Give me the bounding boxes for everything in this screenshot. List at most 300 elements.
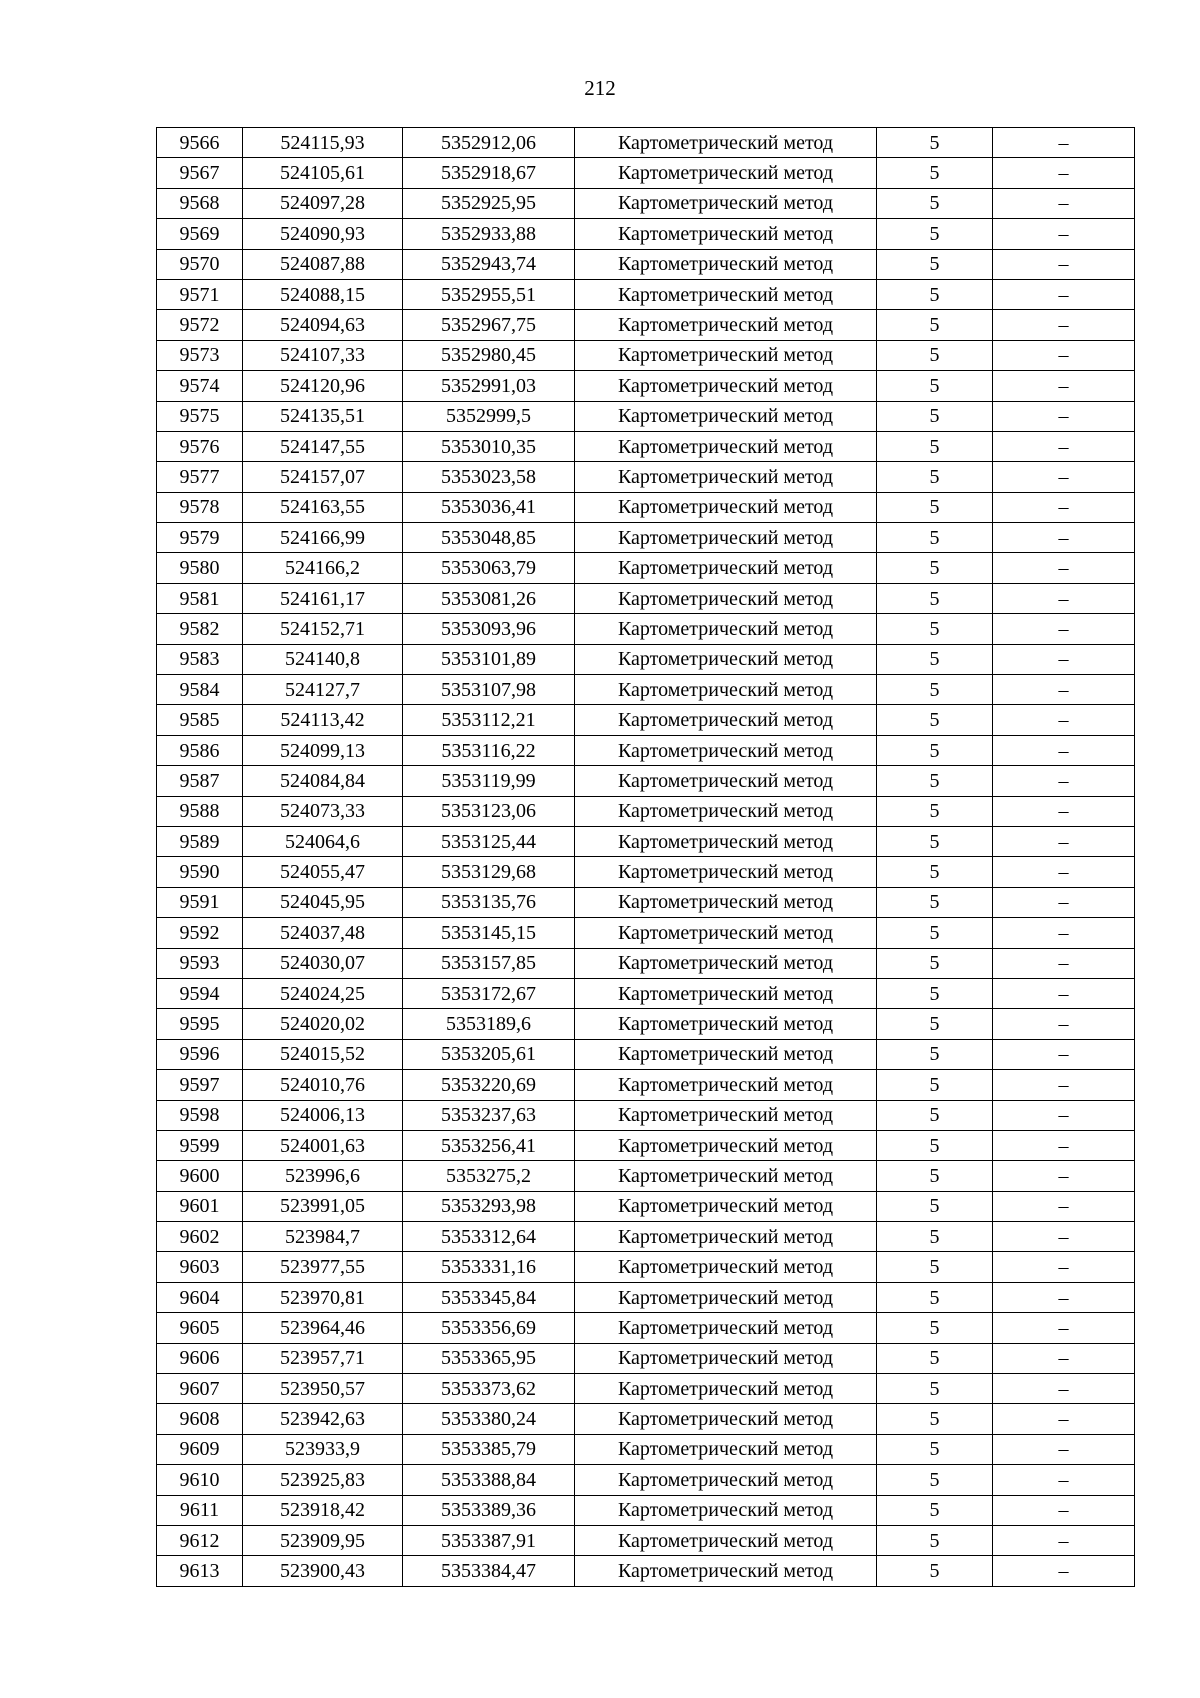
accuracy-cell: 5: [877, 1525, 993, 1555]
point-number-cell: 9581: [157, 583, 243, 613]
x-coordinate-cell: 524084,84: [243, 766, 403, 796]
y-coordinate-cell: 5353081,26: [403, 583, 575, 613]
note-cell: –: [993, 1465, 1135, 1495]
accuracy-cell: 5: [877, 918, 993, 948]
method-cell: Картометрический метод: [575, 219, 877, 249]
x-coordinate-cell: 524115,93: [243, 128, 403, 158]
accuracy-cell: 5: [877, 1374, 993, 1404]
y-coordinate-cell: 5353331,16: [403, 1252, 575, 1282]
method-cell: Картометрический метод: [575, 340, 877, 370]
note-cell: –: [993, 1070, 1135, 1100]
note-cell: –: [993, 1374, 1135, 1404]
y-coordinate-cell: 5353237,63: [403, 1100, 575, 1130]
method-cell: Картометрический метод: [575, 1434, 877, 1464]
point-number-cell: 9579: [157, 523, 243, 553]
note-cell: –: [993, 735, 1135, 765]
y-coordinate-cell: 5353385,79: [403, 1434, 575, 1464]
point-number-cell: 9605: [157, 1313, 243, 1343]
y-coordinate-cell: 5353345,84: [403, 1282, 575, 1312]
point-number-cell: 9609: [157, 1434, 243, 1464]
point-number-cell: 9591: [157, 887, 243, 917]
table-row: [157, 766, 1135, 796]
note-cell: –: [993, 1009, 1135, 1039]
x-coordinate-cell: 524045,95: [243, 887, 403, 917]
method-cell: Картометрический метод: [575, 675, 877, 705]
y-coordinate-cell: 5353063,79: [403, 553, 575, 583]
x-coordinate-cell: 523942,63: [243, 1404, 403, 1434]
y-coordinate-cell: 5353189,6: [403, 1009, 575, 1039]
note-cell: –: [993, 1313, 1135, 1343]
y-coordinate-cell: 5353384,47: [403, 1556, 575, 1586]
note-cell: –: [993, 1404, 1135, 1434]
method-cell: Картометрический метод: [575, 644, 877, 674]
method-cell: Картометрический метод: [575, 1039, 877, 1069]
method-cell: Картометрический метод: [575, 492, 877, 522]
table-row: [157, 1161, 1135, 1191]
note-cell: –: [993, 1282, 1135, 1312]
note-cell: –: [993, 978, 1135, 1008]
table-row: [157, 1525, 1135, 1555]
accuracy-cell: 5: [877, 978, 993, 1008]
x-coordinate-cell: 524099,13: [243, 735, 403, 765]
point-number-cell: 9594: [157, 978, 243, 1008]
accuracy-cell: 5: [877, 766, 993, 796]
method-cell: Картометрический метод: [575, 279, 877, 309]
point-number-cell: 9575: [157, 401, 243, 431]
method-cell: Картометрический метод: [575, 1222, 877, 1252]
note-cell: –: [993, 249, 1135, 279]
y-coordinate-cell: 5353023,58: [403, 462, 575, 492]
accuracy-cell: 5: [877, 492, 993, 522]
x-coordinate-cell: 524107,33: [243, 340, 403, 370]
table-row: [157, 1465, 1135, 1495]
y-coordinate-cell: 5353107,98: [403, 675, 575, 705]
y-coordinate-cell: 5353365,95: [403, 1343, 575, 1373]
y-coordinate-cell: 5353389,36: [403, 1495, 575, 1525]
method-cell: Картометрический метод: [575, 705, 877, 735]
note-cell: –: [993, 219, 1135, 249]
method-cell: Картометрический метод: [575, 1374, 877, 1404]
x-coordinate-cell: 523925,83: [243, 1465, 403, 1495]
accuracy-cell: 5: [877, 1130, 993, 1160]
method-cell: Картометрический метод: [575, 887, 877, 917]
accuracy-cell: 5: [877, 1039, 993, 1069]
accuracy-cell: 5: [877, 1282, 993, 1312]
x-coordinate-cell: 524064,6: [243, 826, 403, 856]
x-coordinate-cell: 524087,88: [243, 249, 403, 279]
x-coordinate-cell: 524001,63: [243, 1130, 403, 1160]
table-row: [157, 644, 1135, 674]
point-number-cell: 9580: [157, 553, 243, 583]
method-cell: Картометрический метод: [575, 918, 877, 948]
y-coordinate-cell: 5352980,45: [403, 340, 575, 370]
x-coordinate-cell: 524024,25: [243, 978, 403, 1008]
note-cell: –: [993, 310, 1135, 340]
x-coordinate-cell: 524163,55: [243, 492, 403, 522]
note-cell: –: [993, 644, 1135, 674]
accuracy-cell: 5: [877, 826, 993, 856]
note-cell: –: [993, 401, 1135, 431]
y-coordinate-cell: 5353135,76: [403, 887, 575, 917]
method-cell: Картометрический метод: [575, 735, 877, 765]
y-coordinate-cell: 5353112,21: [403, 705, 575, 735]
note-cell: –: [993, 1252, 1135, 1282]
note-cell: –: [993, 1161, 1135, 1191]
x-coordinate-cell: 523957,71: [243, 1343, 403, 1373]
point-number-cell: 9602: [157, 1222, 243, 1252]
x-coordinate-cell: 524113,42: [243, 705, 403, 735]
point-number-cell: 9584: [157, 675, 243, 705]
table-row: [157, 219, 1135, 249]
y-coordinate-cell: 5353157,85: [403, 948, 575, 978]
x-coordinate-cell: 524006,13: [243, 1100, 403, 1130]
method-cell: Картометрический метод: [575, 553, 877, 583]
y-coordinate-cell: 5353293,98: [403, 1191, 575, 1221]
method-cell: Картометрический метод: [575, 249, 877, 279]
table-row: [157, 1434, 1135, 1464]
x-coordinate-cell: 523909,95: [243, 1525, 403, 1555]
table-row: [157, 492, 1135, 522]
note-cell: –: [993, 1191, 1135, 1221]
note-cell: –: [993, 462, 1135, 492]
accuracy-cell: 5: [877, 857, 993, 887]
note-cell: –: [993, 1130, 1135, 1160]
method-cell: Картометрический метод: [575, 1100, 877, 1130]
table-row: [157, 128, 1135, 158]
note-cell: –: [993, 1556, 1135, 1586]
table-row: [157, 1495, 1135, 1525]
y-coordinate-cell: 5353380,24: [403, 1404, 575, 1434]
method-cell: Картометрический метод: [575, 1252, 877, 1282]
point-number-cell: 9572: [157, 310, 243, 340]
note-cell: –: [993, 1100, 1135, 1130]
table-row: [157, 279, 1135, 309]
method-cell: Картометрический метод: [575, 310, 877, 340]
x-coordinate-cell: 524010,76: [243, 1070, 403, 1100]
method-cell: Картометрический метод: [575, 371, 877, 401]
note-cell: –: [993, 523, 1135, 553]
accuracy-cell: 5: [877, 158, 993, 188]
table-row: [157, 340, 1135, 370]
method-cell: Картометрический метод: [575, 1495, 877, 1525]
table-row: [157, 1222, 1135, 1252]
accuracy-cell: 5: [877, 614, 993, 644]
accuracy-cell: 5: [877, 462, 993, 492]
note-cell: –: [993, 826, 1135, 856]
note-cell: –: [993, 492, 1135, 522]
method-cell: Картометрический метод: [575, 1525, 877, 1555]
table-row: [157, 1009, 1135, 1039]
y-coordinate-cell: 5353388,84: [403, 1465, 575, 1495]
y-coordinate-cell: 5352943,74: [403, 249, 575, 279]
point-number-cell: 9599: [157, 1130, 243, 1160]
point-number-cell: 9568: [157, 188, 243, 218]
method-cell: Картометрический метод: [575, 1009, 877, 1039]
point-number-cell: 9607: [157, 1374, 243, 1404]
point-number-cell: 9577: [157, 462, 243, 492]
point-number-cell: 9596: [157, 1039, 243, 1069]
y-coordinate-cell: 5353373,62: [403, 1374, 575, 1404]
point-number-cell: 9566: [157, 128, 243, 158]
point-number-cell: 9610: [157, 1465, 243, 1495]
point-number-cell: 9595: [157, 1009, 243, 1039]
x-coordinate-cell: 524020,02: [243, 1009, 403, 1039]
table-row: [157, 1191, 1135, 1221]
point-number-cell: 9603: [157, 1252, 243, 1282]
x-coordinate-cell: 523996,6: [243, 1161, 403, 1191]
accuracy-cell: 5: [877, 948, 993, 978]
method-cell: Картометрический метод: [575, 826, 877, 856]
table-row: [157, 523, 1135, 553]
y-coordinate-cell: 5352955,51: [403, 279, 575, 309]
point-number-cell: 9582: [157, 614, 243, 644]
note-cell: –: [993, 158, 1135, 188]
x-coordinate-cell: 524152,71: [243, 614, 403, 644]
accuracy-cell: 5: [877, 1100, 993, 1130]
table-row: [157, 614, 1135, 644]
note-cell: –: [993, 583, 1135, 613]
table-row: [157, 887, 1135, 917]
table-row: [157, 735, 1135, 765]
method-cell: Картометрический метод: [575, 1465, 877, 1495]
accuracy-cell: 5: [877, 796, 993, 826]
x-coordinate-cell: 523970,81: [243, 1282, 403, 1312]
note-cell: –: [993, 948, 1135, 978]
accuracy-cell: 5: [877, 1009, 993, 1039]
accuracy-cell: 5: [877, 431, 993, 461]
accuracy-cell: 5: [877, 1556, 993, 1586]
y-coordinate-cell: 5352999,5: [403, 401, 575, 431]
point-number-cell: 9569: [157, 219, 243, 249]
x-coordinate-cell: 524097,28: [243, 188, 403, 218]
table-row: [157, 857, 1135, 887]
point-number-cell: 9613: [157, 1556, 243, 1586]
point-number-cell: 9590: [157, 857, 243, 887]
accuracy-cell: 5: [877, 1313, 993, 1343]
point-number-cell: 9576: [157, 431, 243, 461]
y-coordinate-cell: 5353119,99: [403, 766, 575, 796]
note-cell: –: [993, 857, 1135, 887]
table-row: [157, 1039, 1135, 1069]
method-cell: Картометрический метод: [575, 523, 877, 553]
accuracy-cell: 5: [877, 705, 993, 735]
accuracy-cell: 5: [877, 1252, 993, 1282]
method-cell: Картометрический метод: [575, 1313, 877, 1343]
note-cell: –: [993, 371, 1135, 401]
y-coordinate-cell: 5353387,91: [403, 1525, 575, 1555]
note-cell: –: [993, 188, 1135, 218]
y-coordinate-cell: 5352912,06: [403, 128, 575, 158]
note-cell: –: [993, 675, 1135, 705]
accuracy-cell: 5: [877, 1070, 993, 1100]
point-number-cell: 9578: [157, 492, 243, 522]
point-number-cell: 9592: [157, 918, 243, 948]
accuracy-cell: 5: [877, 583, 993, 613]
accuracy-cell: 5: [877, 553, 993, 583]
accuracy-cell: 5: [877, 1191, 993, 1221]
x-coordinate-cell: 524030,07: [243, 948, 403, 978]
note-cell: –: [993, 766, 1135, 796]
accuracy-cell: 5: [877, 675, 993, 705]
table-row: [157, 1343, 1135, 1373]
y-coordinate-cell: 5352918,67: [403, 158, 575, 188]
table-row: [157, 948, 1135, 978]
point-number-cell: 9573: [157, 340, 243, 370]
x-coordinate-cell: 524015,52: [243, 1039, 403, 1069]
method-cell: Картометрический метод: [575, 188, 877, 218]
accuracy-cell: 5: [877, 188, 993, 218]
point-number-cell: 9612: [157, 1525, 243, 1555]
y-coordinate-cell: 5353125,44: [403, 826, 575, 856]
method-cell: Картометрический метод: [575, 1343, 877, 1373]
method-cell: Картометрический метод: [575, 766, 877, 796]
accuracy-cell: 5: [877, 1343, 993, 1373]
y-coordinate-cell: 5353220,69: [403, 1070, 575, 1100]
method-cell: Картометрический метод: [575, 1130, 877, 1160]
accuracy-cell: 5: [877, 1495, 993, 1525]
accuracy-cell: 5: [877, 887, 993, 917]
y-coordinate-cell: 5352991,03: [403, 371, 575, 401]
method-cell: Картометрический метод: [575, 796, 877, 826]
x-coordinate-cell: 523991,05: [243, 1191, 403, 1221]
x-coordinate-cell: 523918,42: [243, 1495, 403, 1525]
table-body: [157, 128, 1135, 1587]
method-cell: Картометрический метод: [575, 1161, 877, 1191]
y-coordinate-cell: 5353116,22: [403, 735, 575, 765]
table-row: [157, 978, 1135, 1008]
point-number-cell: 9567: [157, 158, 243, 188]
x-coordinate-cell: 524161,17: [243, 583, 403, 613]
note-cell: –: [993, 1495, 1135, 1525]
method-cell: Картометрический метод: [575, 1556, 877, 1586]
x-coordinate-cell: 524105,61: [243, 158, 403, 188]
table-row: [157, 1374, 1135, 1404]
y-coordinate-cell: 5353129,68: [403, 857, 575, 887]
note-cell: –: [993, 614, 1135, 644]
accuracy-cell: 5: [877, 279, 993, 309]
table-row: [157, 918, 1135, 948]
method-cell: Картометрический метод: [575, 128, 877, 158]
y-coordinate-cell: 5353205,61: [403, 1039, 575, 1069]
point-number-cell: 9570: [157, 249, 243, 279]
table-row: [157, 401, 1135, 431]
accuracy-cell: 5: [877, 401, 993, 431]
point-number-cell: 9585: [157, 705, 243, 735]
point-number-cell: 9601: [157, 1191, 243, 1221]
accuracy-cell: 5: [877, 644, 993, 674]
accuracy-cell: 5: [877, 523, 993, 553]
method-cell: Картометрический метод: [575, 583, 877, 613]
y-coordinate-cell: 5353172,67: [403, 978, 575, 1008]
note-cell: –: [993, 887, 1135, 917]
method-cell: Картометрический метод: [575, 158, 877, 188]
point-number-cell: 9597: [157, 1070, 243, 1100]
x-coordinate-cell: 524090,93: [243, 219, 403, 249]
method-cell: Картометрический метод: [575, 1404, 877, 1434]
table-row: [157, 1130, 1135, 1160]
note-cell: –: [993, 1434, 1135, 1464]
y-coordinate-cell: 5353010,35: [403, 431, 575, 461]
note-cell: –: [993, 279, 1135, 309]
y-coordinate-cell: 5353101,89: [403, 644, 575, 674]
x-coordinate-cell: 524055,47: [243, 857, 403, 887]
x-coordinate-cell: 524088,15: [243, 279, 403, 309]
table-row: [157, 705, 1135, 735]
note-cell: –: [993, 796, 1135, 826]
note-cell: –: [993, 1343, 1135, 1373]
note-cell: –: [993, 705, 1135, 735]
note-cell: –: [993, 1525, 1135, 1555]
accuracy-cell: 5: [877, 310, 993, 340]
y-coordinate-cell: 5353145,15: [403, 918, 575, 948]
x-coordinate-cell: 524037,48: [243, 918, 403, 948]
accuracy-cell: 5: [877, 128, 993, 158]
point-number-cell: 9604: [157, 1282, 243, 1312]
point-number-cell: 9574: [157, 371, 243, 401]
x-coordinate-cell: 524166,99: [243, 523, 403, 553]
table-row: [157, 583, 1135, 613]
x-coordinate-cell: 523977,55: [243, 1252, 403, 1282]
method-cell: Картометрический метод: [575, 948, 877, 978]
y-coordinate-cell: 5353048,85: [403, 523, 575, 553]
x-coordinate-cell: 524073,33: [243, 796, 403, 826]
table-row: [157, 1100, 1135, 1130]
table-row: [157, 371, 1135, 401]
method-cell: Картометрический метод: [575, 462, 877, 492]
x-coordinate-cell: 523984,7: [243, 1222, 403, 1252]
x-coordinate-cell: 524157,07: [243, 462, 403, 492]
point-number-cell: 9611: [157, 1495, 243, 1525]
table-row: [157, 249, 1135, 279]
y-coordinate-cell: 5353093,96: [403, 614, 575, 644]
note-cell: –: [993, 340, 1135, 370]
point-number-cell: 9587: [157, 766, 243, 796]
note-cell: –: [993, 1039, 1135, 1069]
accuracy-cell: 5: [877, 1161, 993, 1191]
table-row: [157, 188, 1135, 218]
y-coordinate-cell: 5352967,75: [403, 310, 575, 340]
method-cell: Картометрический метод: [575, 978, 877, 1008]
method-cell: Картометрический метод: [575, 1191, 877, 1221]
y-coordinate-cell: 5352933,88: [403, 219, 575, 249]
table-row: [157, 1404, 1135, 1434]
y-coordinate-cell: 5353123,06: [403, 796, 575, 826]
accuracy-cell: 5: [877, 1465, 993, 1495]
table-row: [157, 675, 1135, 705]
table-row: [157, 1556, 1135, 1586]
y-coordinate-cell: 5353256,41: [403, 1130, 575, 1160]
point-number-cell: 9588: [157, 796, 243, 826]
table-row: [157, 158, 1135, 188]
table-row: [157, 310, 1135, 340]
x-coordinate-cell: 524166,2: [243, 553, 403, 583]
point-number-cell: 9598: [157, 1100, 243, 1130]
x-coordinate-cell: 523933,9: [243, 1434, 403, 1464]
x-coordinate-cell: 523900,43: [243, 1556, 403, 1586]
x-coordinate-cell: 523950,57: [243, 1374, 403, 1404]
y-coordinate-cell: 5353312,64: [403, 1222, 575, 1252]
table-row: [157, 826, 1135, 856]
method-cell: Картометрический метод: [575, 614, 877, 644]
table-row: [157, 553, 1135, 583]
point-number-cell: 9571: [157, 279, 243, 309]
accuracy-cell: 5: [877, 249, 993, 279]
table-row: [157, 1070, 1135, 1100]
point-number-cell: 9589: [157, 826, 243, 856]
method-cell: Картометрический метод: [575, 1282, 877, 1312]
point-number-cell: 9593: [157, 948, 243, 978]
method-cell: Картометрический метод: [575, 431, 877, 461]
